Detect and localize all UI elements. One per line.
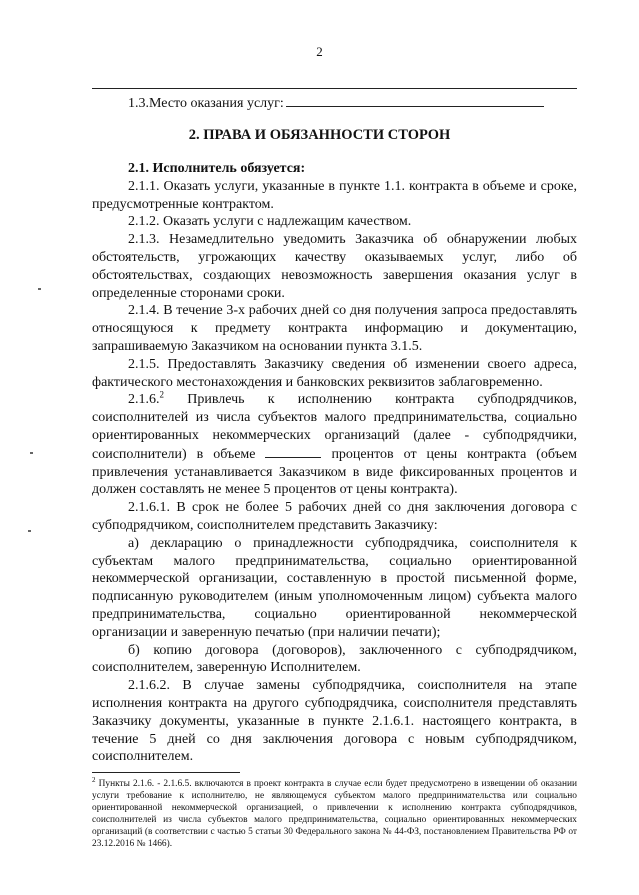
footnote-text: Пункты 2.1.6. - 2.1.6.5. включаются в проект контракта в случае если будет предусмотрено в извещении об оказании услуги требование к исполнителю, не являющемуся субъектом малого предпринимательства или социально ориентированной некоммерческой организацией, о привлечении к исполнению контракта субподрядчиков, соисполнителей из числа субъектов малого предпринимательства, социально ориентированных некоммерческих организаций (в соответствии с частью 5 статьи 30 Федерального закона № 44-ФЗ, постановлением Правительства РФ от 23.12.2016 № 1466).	[92, 779, 578, 849]
service-place-line	[128, 94, 544, 112]
sub-heading: 2.1. Исполнитель обязуется:	[128, 161, 306, 176]
paragraph-2-1-6-text-a: Привлечь к исполнению контракта субподрядчиков, соисполнителей из числа субъектов малого предпринимательства, социально ориентированных некоммерческих организаций (далее - субподрядчики, соисполнители) в объеме	[92, 392, 577, 462]
footnote	[92, 775, 578, 850]
header-rule	[92, 88, 577, 89]
paragraph-2-1-4: 2.1.4. В течение 3-х рабочих дней со дня получения запроса предоставлять относящуюся к предмету контракта информацию и документацию, запрашиваемую Заказчиком на основании пункта 3.1.5.	[92, 303, 577, 354]
document-body	[92, 160, 577, 766]
paragraph-2-1-6-1: 2.1.6.1. В срок не более 5 рабочих дней со дня заключения договора с субподрядчиком, соисполнителем представить Заказчику:	[92, 500, 577, 533]
paragraph-2-1-3: 2.1.3. Незамедлительно уведомить Заказчика об обнаружении любых обстоятельств, угрожающих качеству оказываемых услуг, либо об обстоятельствах, создающих невозможность завершения оказания услуг в определенные сторонами сроки.	[92, 232, 577, 301]
scan-mark	[38, 288, 41, 290]
paragraph-2-1-2: 2.1.2. Оказать услуги с надлежащим качеством.	[128, 214, 412, 230]
paragraph-2-1-6-text-b: процентов от цены контракта (объем привлечения устанавливается Заказчиком в виде фиксированных процентов и должен составлять не менее 5 процентов от цены контракта).	[92, 446, 578, 498]
paragraph-b: б) копию договора (договоров), заключенного с субподрядчиком, соисполнителем, заверенную Исполнителем.	[92, 642, 577, 676]
paragraph-a: а) декларацию о принадлежности субподрядчика, соисполнителя к субъектам малого предпринимательства, социально ориентированной некоммерческой организации, составленную в простой письменной форме, подписанную руководителем (иным уполномоченным лицом) субъекта малого предпринимательства, социально ориентированной некоммерческой организации и заверенную печатью (при наличии печати);	[92, 535, 577, 640]
section-title: 2. ПРАВА И ОБЯЗАННОСТИ СТОРОН	[188, 127, 451, 143]
service-place-blank	[286, 94, 544, 107]
paragraph-2-1-6	[92, 391, 577, 499]
percent-blank	[265, 445, 321, 458]
paragraph-2-1-1: 2.1.1. Оказать услуги, указанные в пункте 1.1. контракта в объеме и сроке, предусмотренные контрактом.	[92, 178, 577, 212]
service-place-label: 1.3.Место оказания услуг:	[128, 96, 284, 111]
footnote-reference: 2	[159, 389, 164, 400]
paragraph-2-1-5: 2.1.5. Предоставлять Заказчику сведения об изменении своего адреса, фактического местонахождения и банковских реквизитов заблаговременно.	[92, 356, 577, 390]
paragraph-2-1-6-number: 2.1.6.	[128, 392, 160, 408]
footnote-number: 2	[92, 775, 96, 784]
scan-mark	[30, 452, 33, 454]
page-number: 2	[316, 44, 323, 59]
footnote-rule	[92, 772, 240, 773]
scan-mark	[28, 530, 31, 532]
paragraph-2-1-6-2: 2.1.6.2. В случае замены субподрядчика, соисполнителя на этапе исполнения контракта на другого субподрядчика, соисполнителя представлять Заказчику документы, указанные в пункте 2.1.6.1. настоящего контракта, в течение 5 дней со дня заключения договора с новым субподрядчиком, соисполнителем.	[92, 678, 577, 765]
